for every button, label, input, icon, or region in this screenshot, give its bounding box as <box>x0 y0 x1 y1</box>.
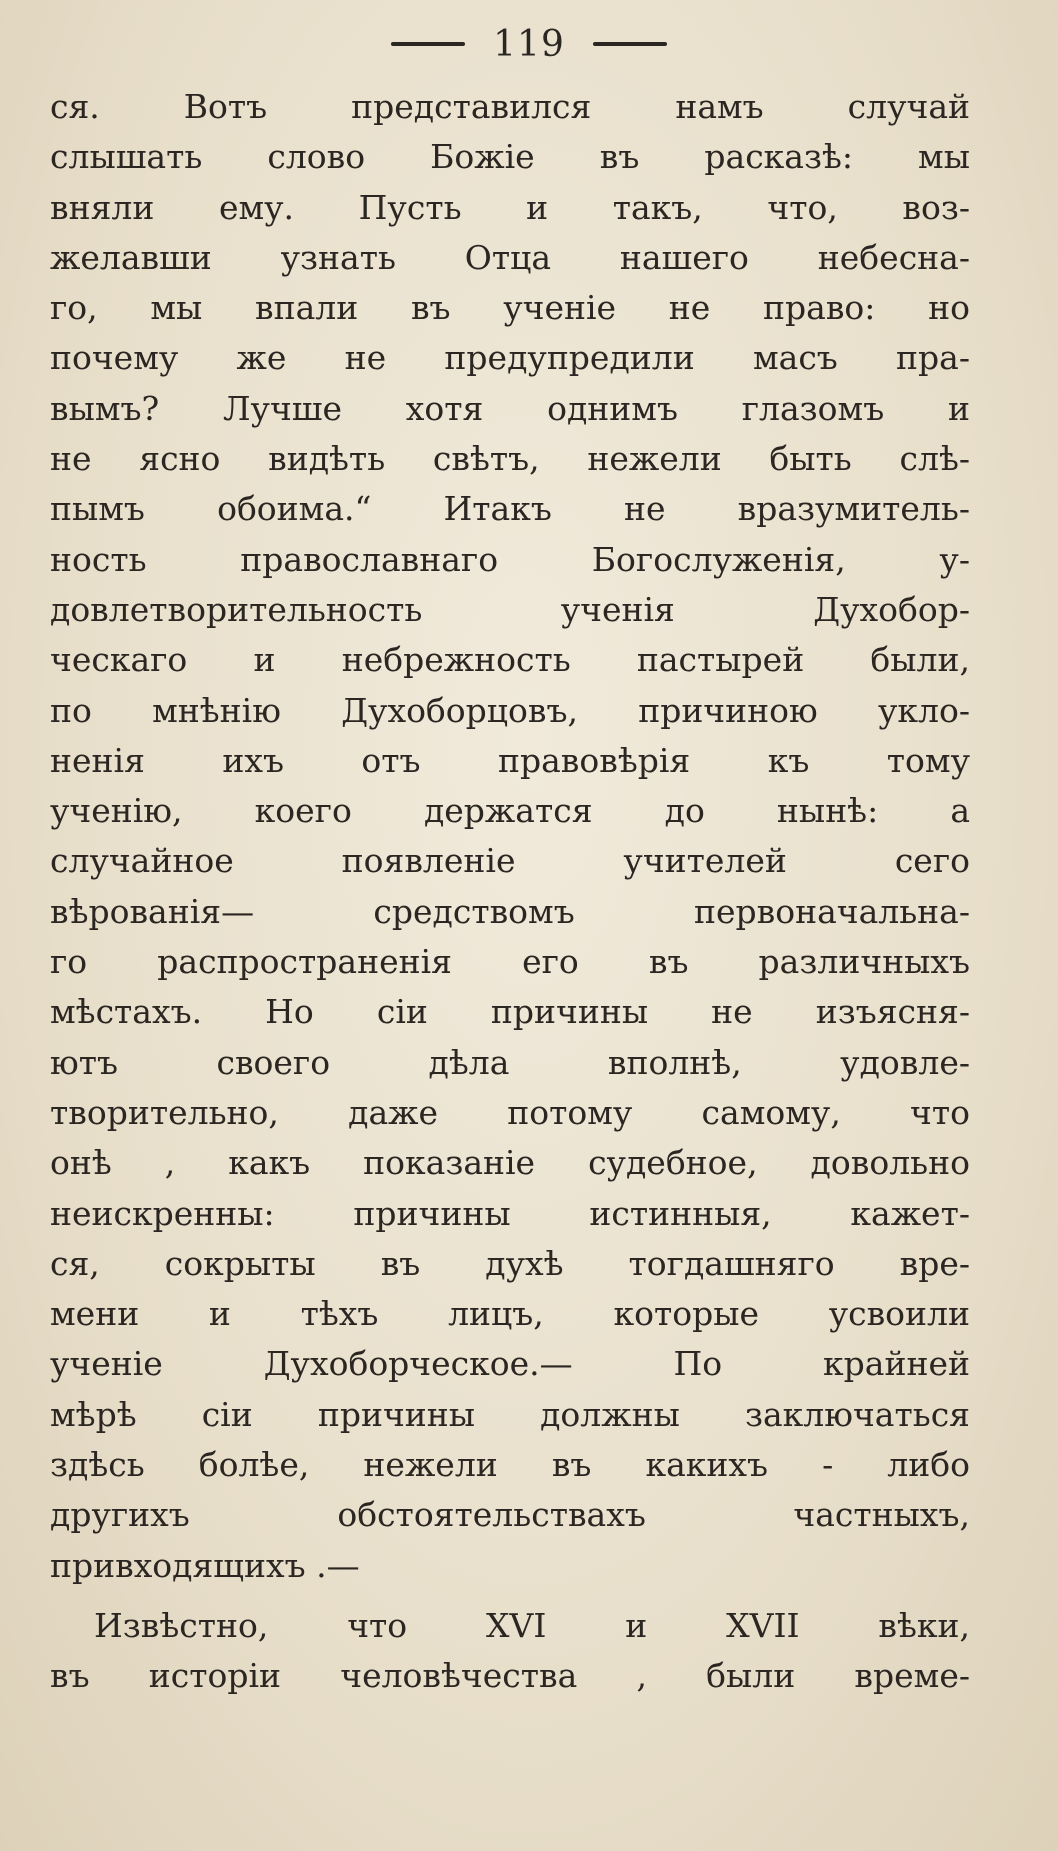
text-line: другихъ обстоятельствахъ частныхъ, <box>50 1495 970 1535</box>
paragraph-1 <box>50 82 970 1591</box>
text-line: почему же не предупредили масъ пра- <box>50 338 970 378</box>
text-line: желавши узнать Отца нашего небесна- <box>50 237 970 277</box>
left-dash <box>391 42 465 46</box>
paragraph-gap <box>50 1591 970 1601</box>
text-line: ность православнаго Богослуженія, у- <box>50 539 970 579</box>
text-line: вняли ему. Пусть и такъ, что, воз- <box>50 187 970 227</box>
text-line: ученію, коего держатся до нынѣ: а <box>50 791 970 831</box>
page-header <box>0 14 1058 74</box>
text-line: онѣ , какъ показаніе судебное, довольно <box>50 1143 970 1183</box>
text-line: здѣсь болѣе, нежели въ какихъ - либо <box>50 1445 970 1485</box>
text-line: довлетворительность ученія Духобор- <box>50 589 970 629</box>
text-line: вымъ? Лучше хотя однимъ глазомъ и <box>50 388 970 428</box>
text-line: мени и тѣхъ лицъ, которые усвоили <box>50 1294 970 1334</box>
text-line: ученіе Духоборческое.— По крайней <box>50 1344 970 1384</box>
text-line: мѣрѣ сіи причины должны заключаться <box>50 1394 970 1434</box>
text-line: го распространенія его въ различныхъ <box>50 942 970 982</box>
text-line: слышать слово Божіе въ расказѣ: мы <box>50 137 970 177</box>
text-line: мѣстахъ. Но сіи причины не изъясня- <box>50 992 970 1032</box>
text-line: го, мы впали въ ученіе не право: но <box>50 288 970 328</box>
text-line: творительно, даже потому самому, что <box>50 1092 970 1132</box>
text-line: ся. Вотъ представился намъ случай <box>50 87 970 126</box>
text-line: привходящихъ .— <box>50 1545 360 1585</box>
text-line: ютъ своего дѣла вполнѣ, удовле- <box>50 1042 970 1082</box>
paragraph-2 <box>50 1601 970 1702</box>
text-line: по мнѣнію Духоборцовъ, причиною укло- <box>50 690 970 730</box>
text-line: неискренны: причины истинныя, кажет- <box>50 1193 970 1233</box>
text-line: пымъ обоима.“ Итакъ не вразумитель- <box>50 489 970 529</box>
right-dash <box>593 42 667 46</box>
text-line: не ясно видѣть свѣтъ, нежели быть слѣ- <box>50 439 970 479</box>
text-line: Извѣстно, что XVI и XVII вѣки, <box>94 1605 970 1645</box>
text-line: въ исторіи человѣчества , были време- <box>50 1656 970 1696</box>
text-line: случайное появленіе учителей сего <box>50 841 970 881</box>
text-line: ческаго и небрежность пастырей были, <box>50 640 970 680</box>
page-number: 119 <box>493 23 565 65</box>
text-line: вѣрованія— средствомъ первоначальна- <box>50 891 970 931</box>
text-line: ненія ихъ отъ правовѣрія къ тому <box>50 740 970 780</box>
body-text <box>50 82 970 1702</box>
text-line: ся, сокрыты въ духѣ тогдашняго вре- <box>50 1243 970 1283</box>
